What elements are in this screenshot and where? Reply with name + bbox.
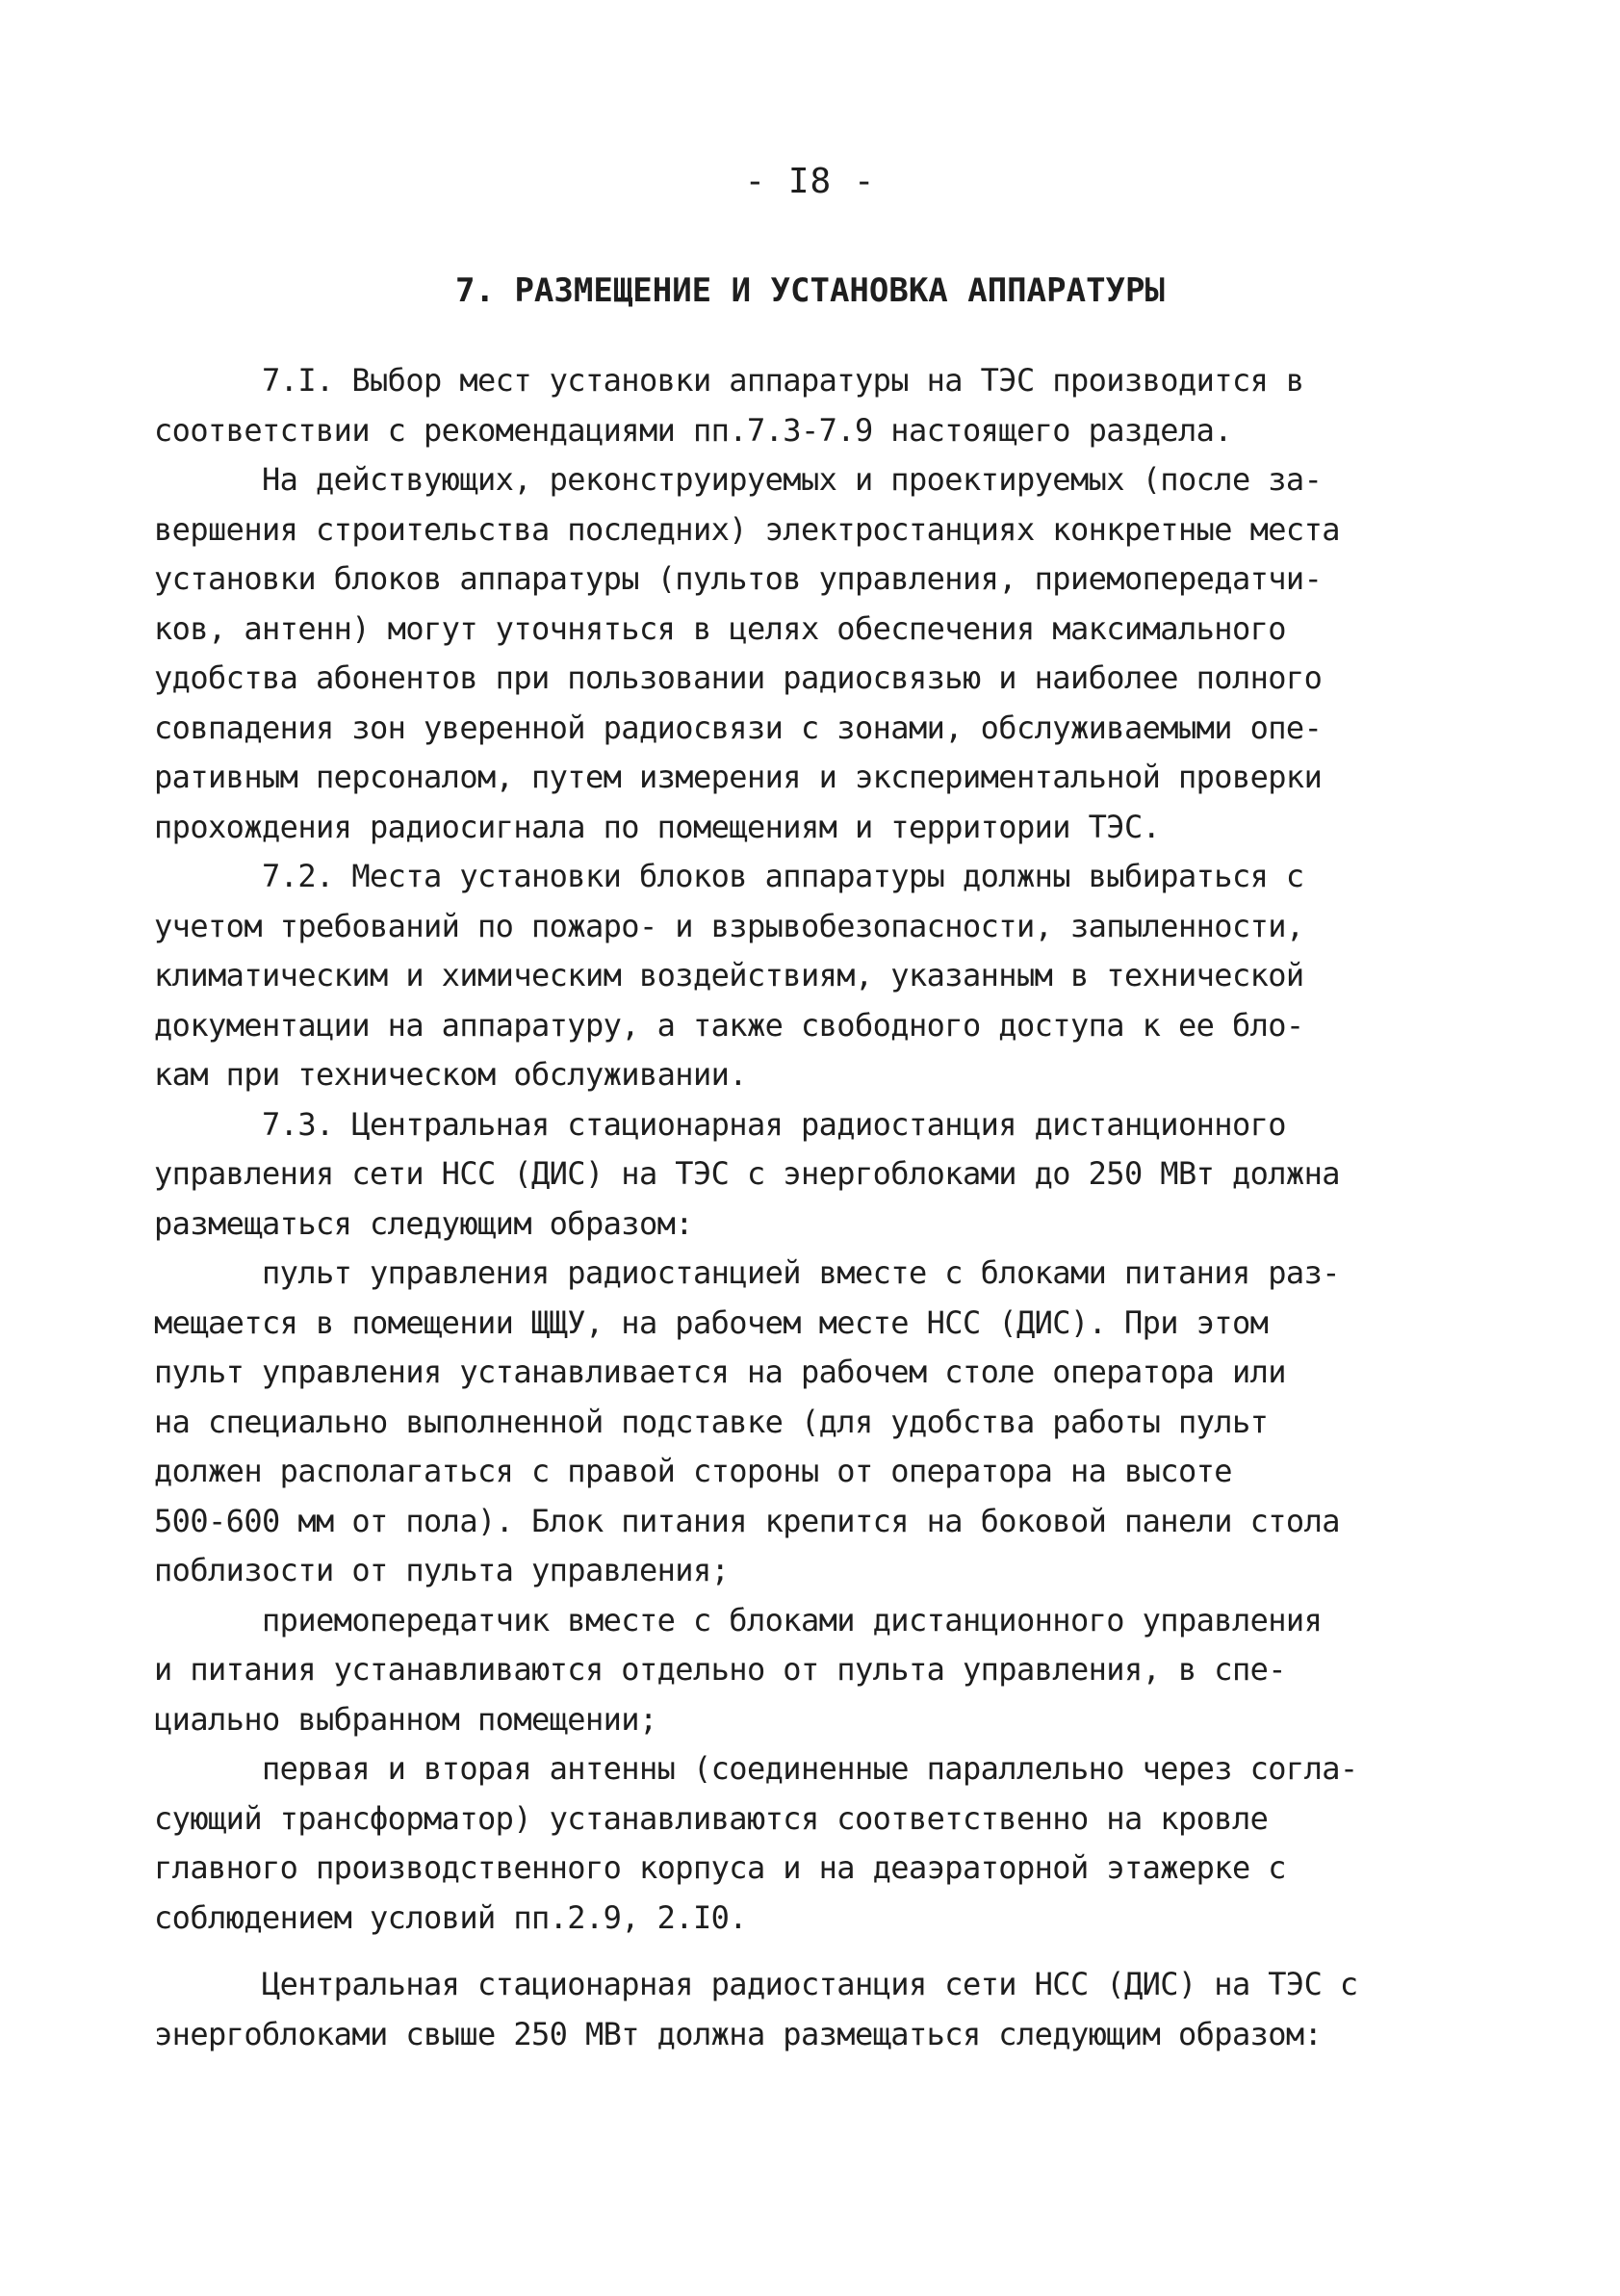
text-line: ков, антенн) могут уточняться в целях обеспечения максимального xyxy=(154,609,1286,647)
text-line: На действующих, реконструируемых и проектируемых (после за- xyxy=(154,461,1323,498)
body-text xyxy=(154,356,1502,2059)
text-line: мещается в помещении ЩЩУ, на рабочем месте НСС (ДИС). При этом xyxy=(154,1303,1269,1341)
text-line: прохождения радиосигнала по помещениям и территории ТЭС. xyxy=(154,808,1161,845)
text-line: управления сети НСС (ДИС) на ТЭС с энергоблоками до 250 МВт должна xyxy=(154,1155,1340,1192)
text-line: на специально выполненной подставке (для удобства работы пульт xyxy=(154,1403,1269,1440)
text-line: установки блоков аппаратуры (пультов управления, приемопередатчи- xyxy=(154,560,1323,597)
text-line: учетом требований по пожаро- и взрывобезопасности, запыленности, xyxy=(154,907,1304,944)
text-line: и питания устанавливаются отдельно от пульта управления, в спе- xyxy=(154,1651,1286,1688)
text-line: документации на аппаратуру, а также свободного доступа к ее бло- xyxy=(154,1006,1304,1044)
text-line: главного производственного корпуса и на деаэраторной этажерке с xyxy=(154,1849,1286,1886)
text-line: сующий трансформатор) устанавливаются соответственно на кровле xyxy=(154,1799,1269,1837)
text-line: циально выбранном помещении; xyxy=(154,1700,657,1738)
text-line: Центральная стационарная радиостанция сети НСС (ДИС) на ТЭС с xyxy=(154,1966,1358,2002)
text-line: кам при техническом обслуживании. xyxy=(154,1056,747,1093)
text-line: первая и вторая антенны (соединенные параллельно через согла- xyxy=(154,1750,1358,1787)
text-line: 500-600 мм от пола). Блок питания крепится на боковой панели стола xyxy=(154,1502,1340,1539)
text-line: должен располагаться с правой стороны от оператора на высоте xyxy=(154,1453,1232,1489)
text-line: удобства абонентов при пользовании радиосвязью и наиболее полного xyxy=(154,659,1323,696)
text-line: соблюдением условий пп.2.9, 2.I0. xyxy=(154,1898,747,1936)
text-line: размещаться следующим образом: xyxy=(154,1204,693,1242)
text-line: климатическим и химическим воздействиям, указанным в технической xyxy=(154,957,1304,993)
text-line: пульт управления устанавливается на рабочем столе оператора или xyxy=(154,1354,1286,1390)
page-number: - I8 - xyxy=(744,162,876,201)
text-line: вершения строительства последних) электростанциях конкретные места xyxy=(154,510,1340,548)
section-title: 7. РАЗМЕЩЕНИЕ И УСТАНОВКА АППАРАТУРЫ xyxy=(455,271,1165,310)
text-line: 7.I. Выбор мест установки аппаратуры на ТЭС производится в xyxy=(154,362,1304,399)
text-line: 7.2. Места установки блоков аппаратуры должны выбираться с xyxy=(154,858,1304,894)
text-line: энергоблоками свыше 250 МВт должна размещаться следующим образом: xyxy=(154,2015,1323,2052)
text-line: соответствии с рекомендациями пп.7.3-7.9 настоящего раздела. xyxy=(154,411,1232,449)
text-line: 7.3. Центральная стационарная радиостанция дистанционного xyxy=(154,1105,1286,1143)
text-line: ративным персоналом, путем измерения и экспериментальной проверки xyxy=(154,759,1323,795)
text-line: пульт управления радиостанцией вместе с блоками питания раз- xyxy=(154,1254,1340,1291)
text-line: поблизости от пульта управления; xyxy=(154,1552,730,1588)
text-line: приемопередатчик вместе с блоками дистанционного управления xyxy=(154,1601,1323,1638)
text-line: совпадения зон уверенной радиосвязи с зонами, обслуживаемыми опе- xyxy=(154,709,1323,746)
